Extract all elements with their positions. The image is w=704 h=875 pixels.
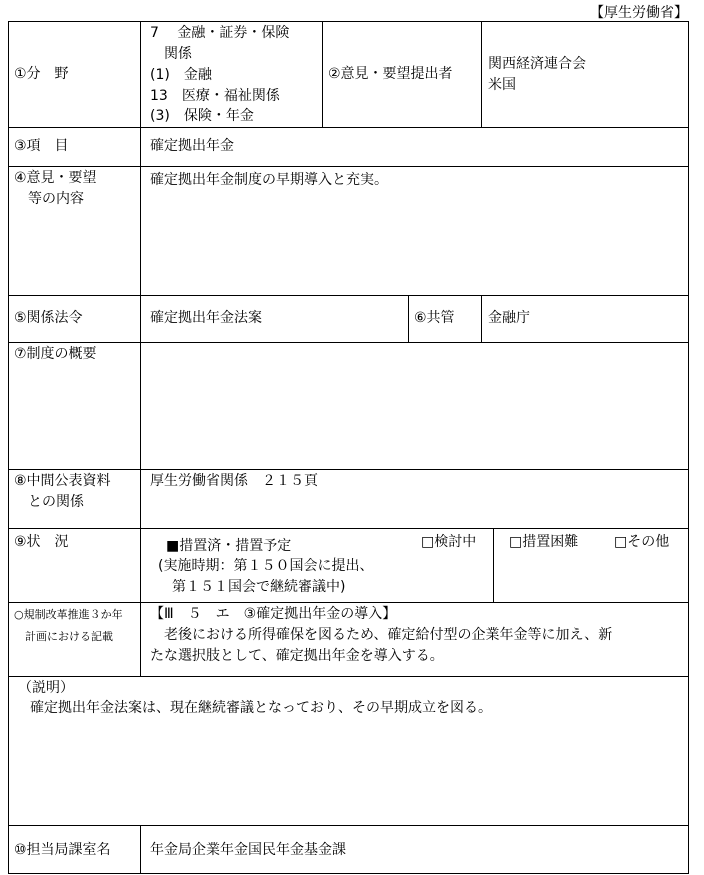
status-option-other: □その他 <box>614 534 670 550</box>
interim-label: ⑧中間公表資料 <box>14 473 111 489</box>
joint-label: ⑥共管 <box>414 310 455 326</box>
law-label: ⑤関係法令 <box>14 310 83 326</box>
plan-line: たな選択肢として、確定拠出年金を導入する。 <box>150 648 444 664</box>
interim-value: 厚生労働省関係 ２１５頁 <box>150 473 318 489</box>
status-selected: ■措置済・措置予定 <box>166 538 292 554</box>
law-value: 確定拠出年金法案 <box>150 310 262 326</box>
explanation-value: 確定拠出年金法案は、現在継続審議となっており、その早期成立を図る。 <box>30 700 492 716</box>
plan-line: 老後における所得確保を図るため、確定給付型の企業年金等に加え、新 <box>150 627 613 643</box>
interim-label: との関係 <box>14 494 84 510</box>
office-label: ⑩担当局課室名 <box>14 842 111 858</box>
plan-label: ○規制改革推進３か年 <box>14 608 123 621</box>
ministry-name: 【厚生労働省】 <box>590 5 688 21</box>
field-line: 13 医療・福祉関係 <box>150 88 280 104</box>
item-label: ③項 目 <box>14 138 69 154</box>
plan-line: 【Ⅲ ５ エ ③確定拠出年金の導入】 <box>150 606 397 622</box>
field-line: 関係 <box>150 46 192 62</box>
status-option-reviewing: □検討中 <box>421 534 477 550</box>
plan-label: 計画における記載 <box>14 630 113 643</box>
field-line: 7 金融・証券・保険 <box>150 25 290 41</box>
status-label: ⑨状 況 <box>14 534 69 550</box>
submitter-line: 関西経済連合会 <box>488 56 586 72</box>
status-detail: (実施時期：第１５０国会に提出、 <box>158 558 374 574</box>
status-option-difficult: □措置困難 <box>509 534 579 550</box>
submitter-line: 米国 <box>488 77 516 93</box>
content-label: ④意見・要望 <box>14 170 97 186</box>
explanation-label: （説明） <box>18 680 74 696</box>
office-value: 年金局企業年金国民年金基金課 <box>150 842 346 858</box>
submitter-label: ②意見・要望提出者 <box>328 66 453 82</box>
field-line: (3) 保険・年金 <box>150 108 254 124</box>
content-label: 等の内容 <box>14 191 84 207</box>
overview-label: ⑦制度の概要 <box>14 346 97 362</box>
item-value: 確定拠出年金 <box>150 138 234 154</box>
content-value: 確定拠出年金制度の早期導入と充実。 <box>150 172 388 188</box>
joint-value: 金融庁 <box>488 310 530 326</box>
status-detail: 第１５１国会で継続審議中) <box>158 579 346 595</box>
field-label: ①分 野 <box>14 66 69 82</box>
field-line: (1) 金融 <box>150 67 212 83</box>
